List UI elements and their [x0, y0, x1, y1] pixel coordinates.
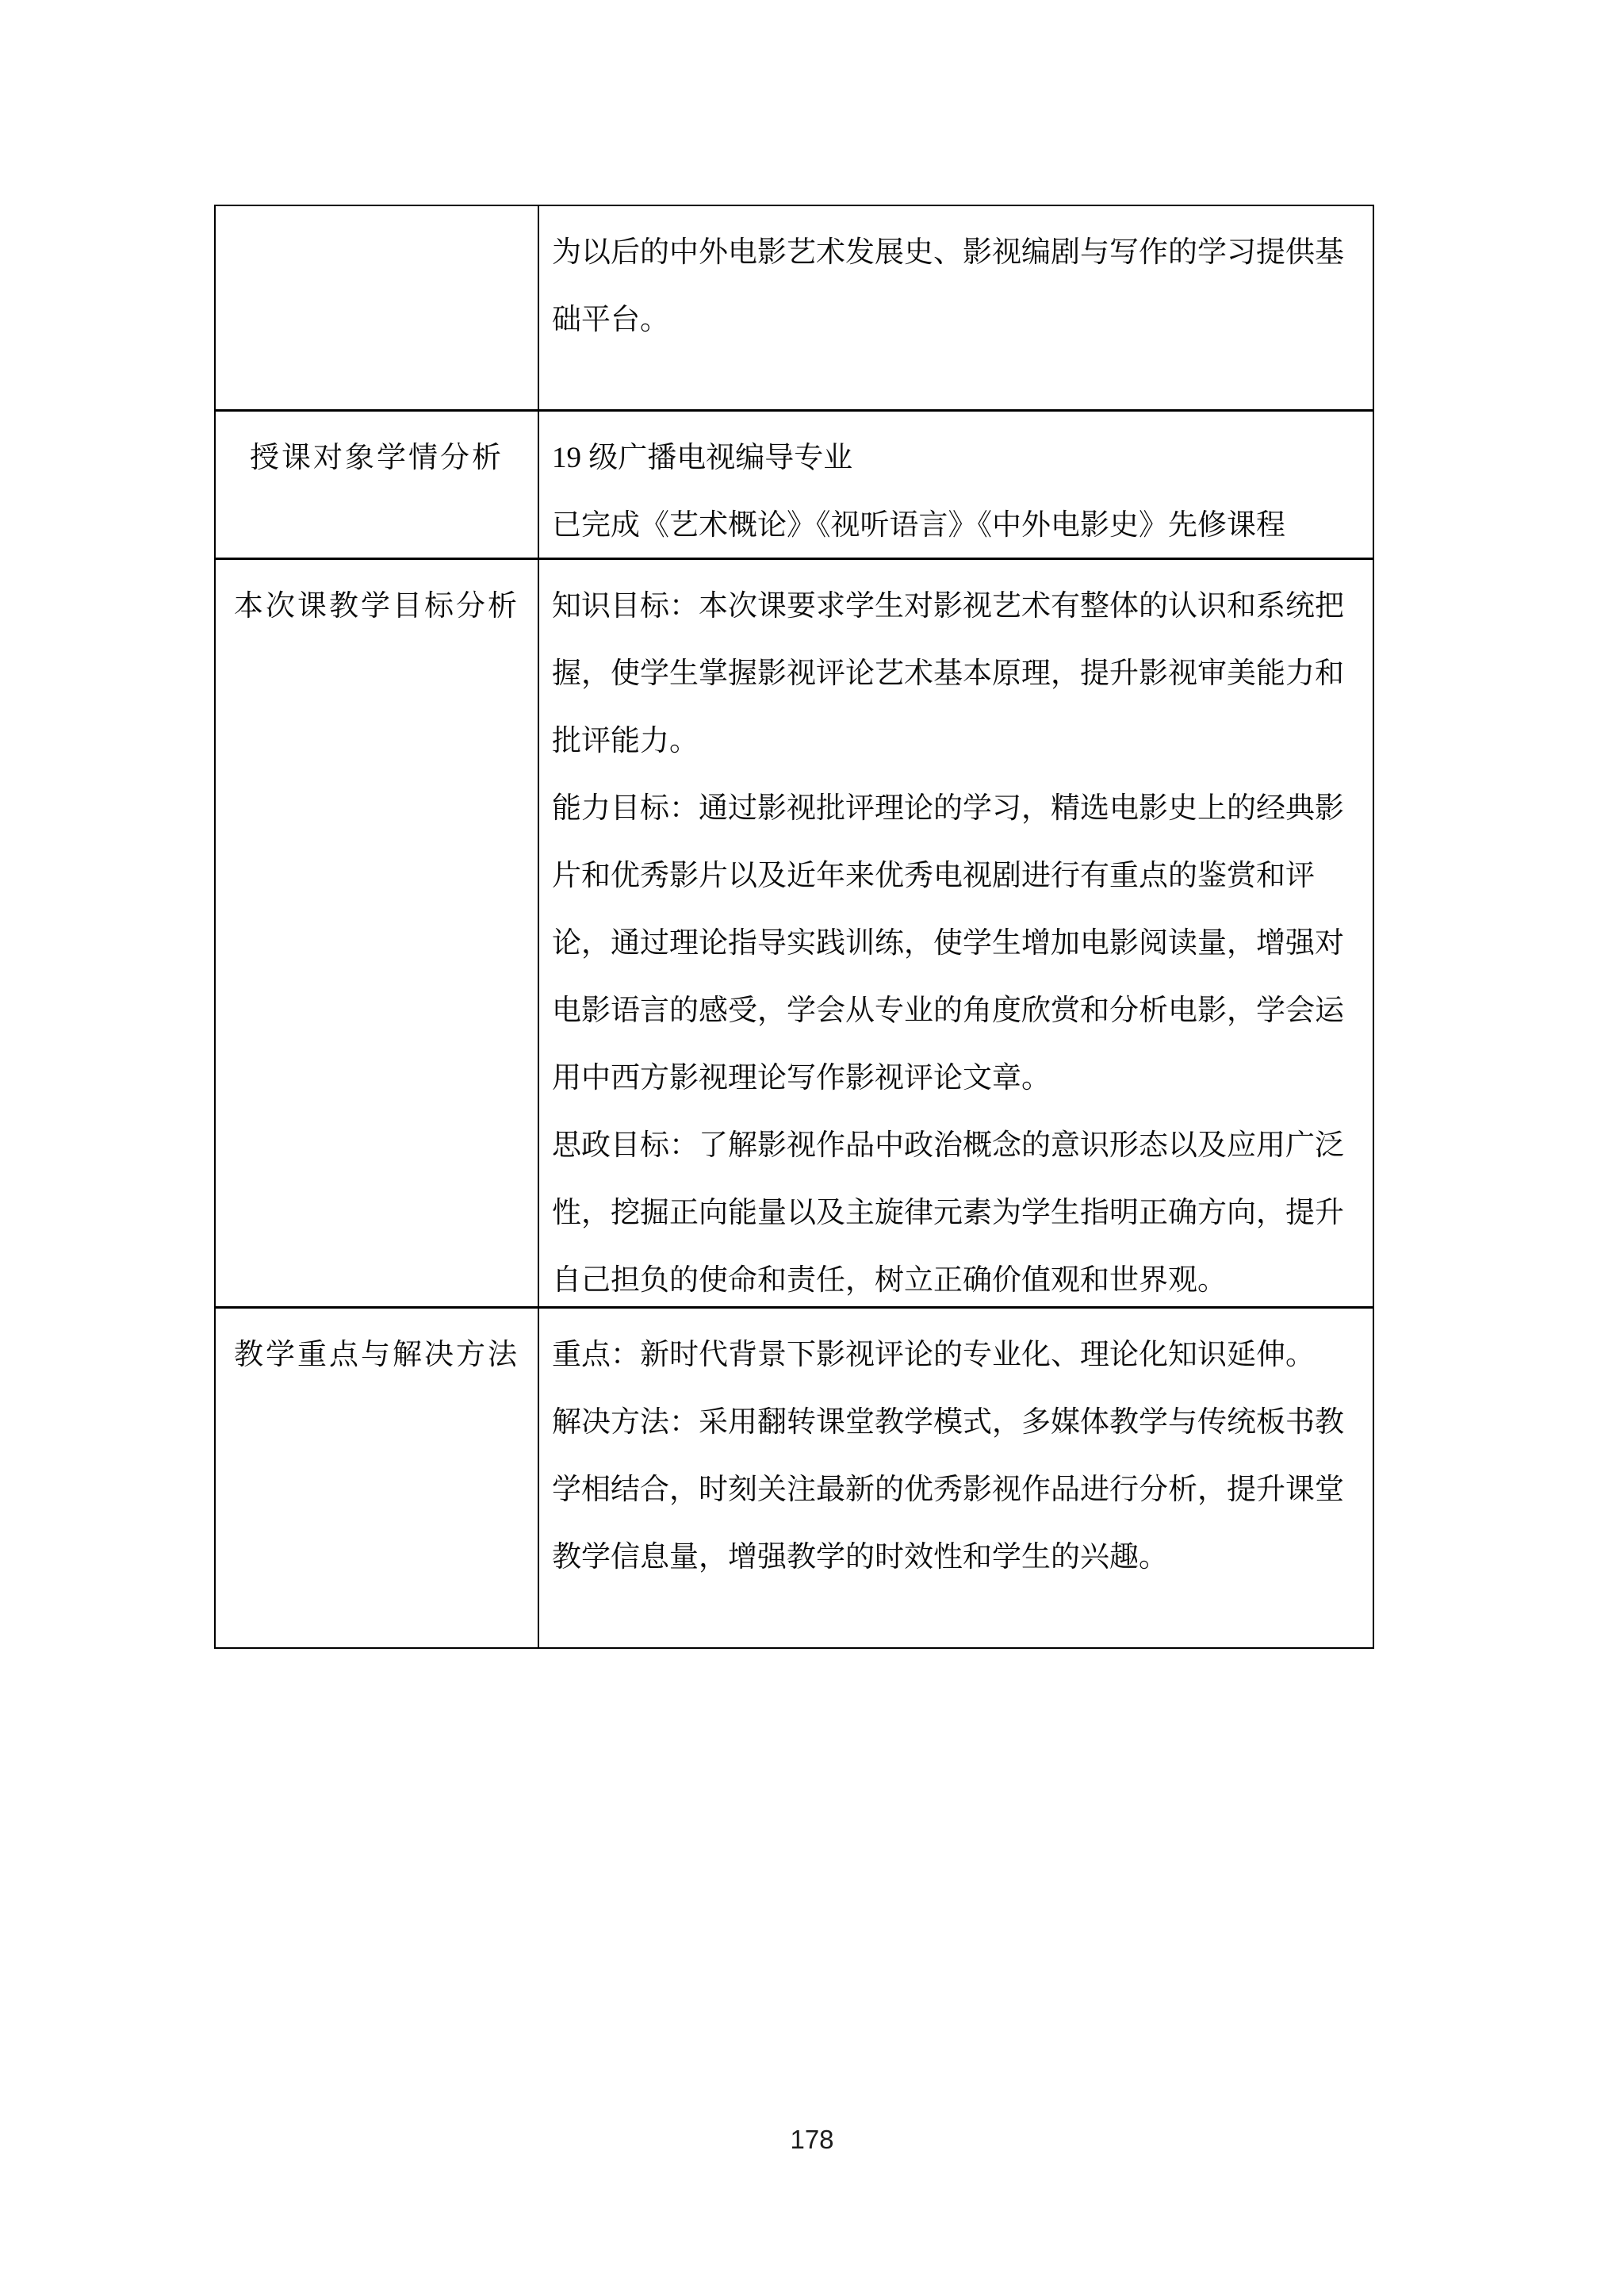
paragraph: 为以后的中外电影艺术发展史、影视编剧与写作的学习提供基础平台。 [552, 236, 1344, 336]
paragraph: 解决方法：采用翻转课堂教学模式，多媒体教学与传统板书教学相结合，时刻关注最新的优秀影视作品进行分析，提升课堂教学信息量，增强教学的时效性和学生的兴趣。 [552, 1406, 1344, 1573]
row-label-cell: 本次课教学目标分析 [216, 560, 539, 1306]
table-row-teaching-objectives [216, 558, 1373, 1306]
row-label-cell-empty [216, 206, 539, 409]
paragraph: 能力目标：通过影视批评理论的学习，精选电影史上的经典影片和优秀影片以及近年来优秀电视剧进行有重点的鉴赏和评论，通过理论指导实践训练，使学生增加电影阅读量，增强对电影语言的感受，学会从专业的角度欣赏和分析电影，学会运用中西方影视理论写作影视评论文章。 [552, 792, 1344, 1094]
paragraph: 已完成《艺术概论》《视听语言》《中外电影史》先修课程 [552, 509, 1285, 542]
row-content-cell [539, 560, 1373, 1306]
paragraph: 重点：新时代背景下影视评论的专业化、理论化知识延伸。 [552, 1339, 1315, 1371]
table-row-audience-analysis [216, 409, 1373, 558]
paragraph: 思政目标：了解影视作品中政治概念的意识形态以及应用广泛性，挖掘正向能量以及主旋律元素为学生指明正确方向，提升自己担负的使命和责任，树立正确价值观和世界观。 [552, 1129, 1344, 1297]
row-content-cell [539, 206, 1373, 409]
table-row-continuation [216, 206, 1373, 409]
lesson-plan-table [214, 205, 1374, 1649]
table-row-key-points-solutions [216, 1306, 1373, 1647]
row-content-cell [539, 412, 1373, 558]
paragraph: 知识目标：本次课要求学生对影视艺术有整体的认识和系统把握，使学生掌握影视评论艺术基本原理，提升影视审美能力和批评能力。 [552, 590, 1344, 757]
paragraph: 19 级广播电视编导专业 [552, 442, 853, 474]
row-label-cell: 授课对象学情分析 [216, 412, 539, 558]
page-number: 178 [790, 2125, 834, 2154]
row-label-cell: 教学重点与解决方法 [216, 1309, 539, 1647]
row-content-cell [539, 1309, 1373, 1647]
